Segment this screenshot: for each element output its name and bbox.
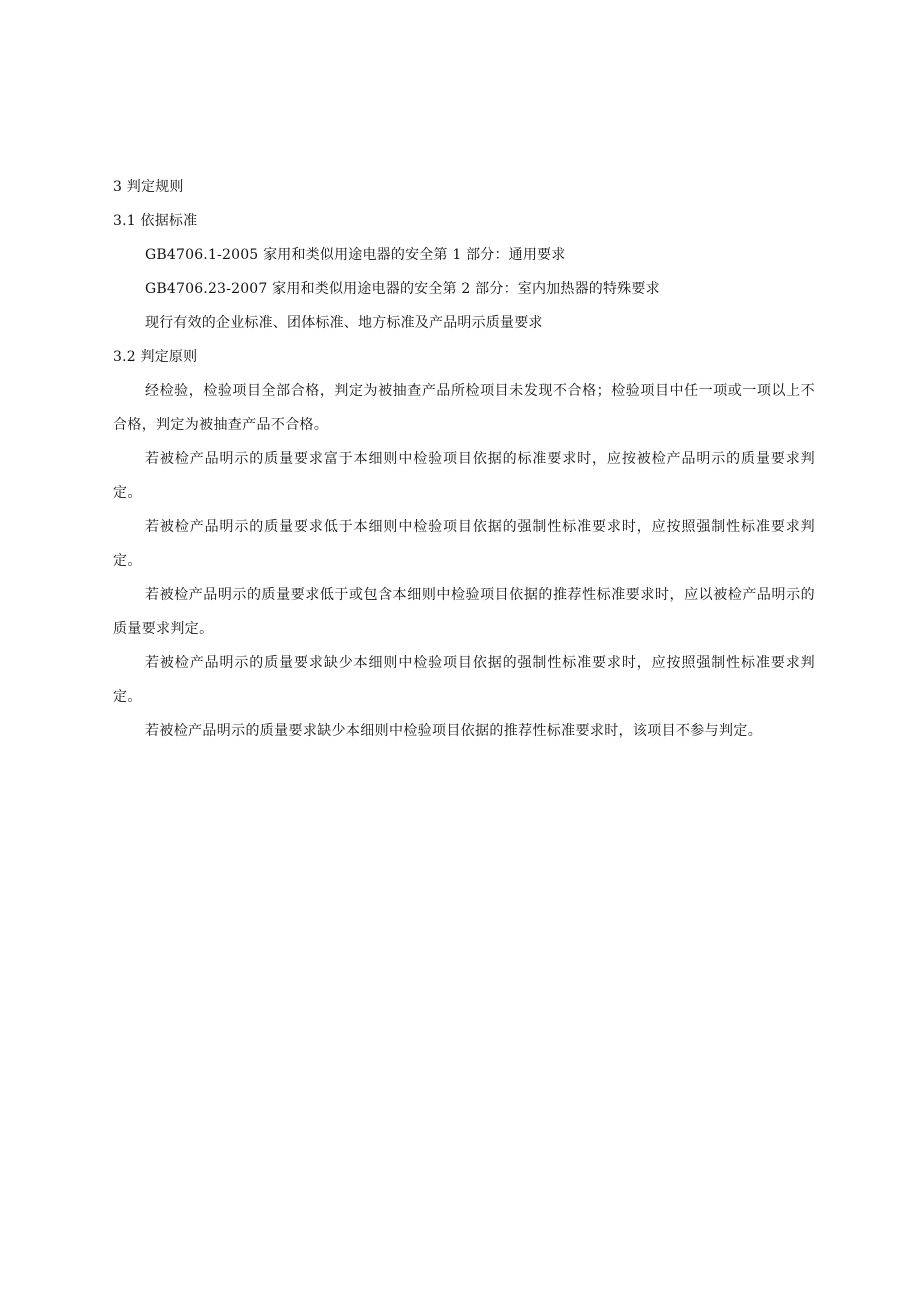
principle-paragraph: 若被检产品明示的质量要求缺少本细则中检验项目依据的推荐性标准要求时，该项目不参与判定。 [145, 723, 763, 739]
standard-item: GB4706.23-2007 家用和类似用途电器的安全第 2 部分：室内加热器的特殊要求 [145, 281, 660, 297]
principle-paragraph: 经检验，检验项目全部合格，判定为被抽查产品所检项目未发现不合格；检验项目中任一项或一项以上不合格，判定为被抽查产品不合格。 [113, 383, 815, 433]
document-content [113, 170, 815, 748]
subsection-heading-principles: 3.2 判定原则 [113, 349, 198, 365]
standard-item: GB4706.1-2005 家用和类似用途电器的安全第 1 部分：通用要求 [145, 247, 566, 263]
subsection-heading-standards: 3.1 依据标准 [113, 213, 198, 229]
standard-item: 现行有效的企业标准、团体标准、地方标准及产品明示质量要求 [145, 315, 543, 331]
principle-paragraph: 若被检产品明示的质量要求低于或包含本细则中检验项目依据的推荐性标准要求时，应以被检产品明示的质量要求判定。 [113, 587, 815, 637]
principle-paragraph: 若被检产品明示的质量要求富于本细则中检验项目依据的标准要求时，应按被检产品明示的质量要求判定。 [113, 451, 815, 501]
principle-paragraph: 若被检产品明示的质量要求低于本细则中检验项目依据的强制性标准要求时，应按照强制性标准要求判定。 [113, 519, 815, 569]
principle-paragraph: 若被检产品明示的质量要求缺少本细则中检验项目依据的强制性标准要求时，应按照强制性标准要求判定。 [113, 655, 815, 705]
section-heading: 3 判定规则 [113, 179, 184, 195]
